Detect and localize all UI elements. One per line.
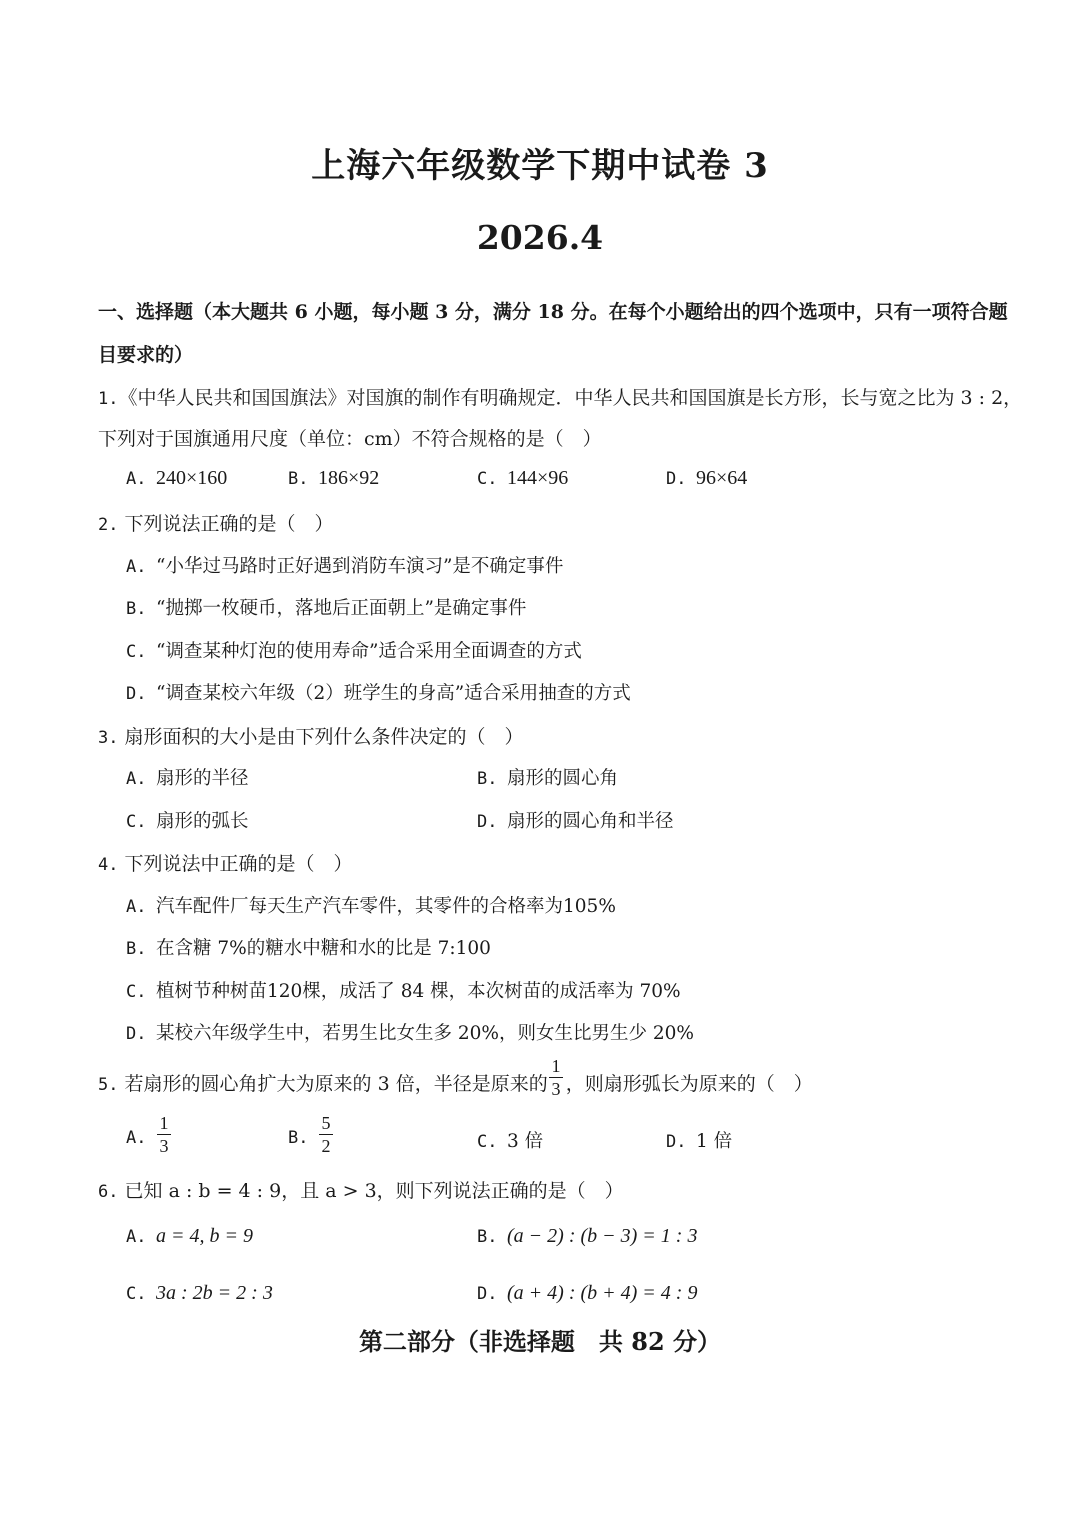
option-text: 扇形的圆心角 — [507, 768, 619, 789]
option-label: B. — [288, 469, 309, 489]
fraction: 5 2 — [319, 1113, 333, 1156]
option-label: B. — [477, 769, 498, 789]
option-b[interactable] — [288, 467, 379, 490]
option-text: 1 倍 — [696, 1131, 733, 1152]
option-label: C. — [126, 1284, 147, 1304]
question-text: 下列说法正确的是（ ） — [124, 513, 334, 535]
option-a[interactable] — [126, 467, 227, 490]
option-text: “小华过马路时正好遇到消防车演习”是不确定事件 — [156, 556, 564, 577]
option-c[interactable] — [126, 637, 582, 663]
option-label: B. — [126, 599, 147, 619]
question-text: 扇形面积的大小是由下列什么条件决定的（ ） — [124, 726, 524, 748]
question-2 — [98, 509, 334, 536]
question-3 — [98, 722, 524, 749]
question-number: 5. — [98, 1075, 119, 1095]
page-title: 上海六年级数学下期中试卷 3 — [311, 146, 769, 186]
option-d[interactable] — [477, 1282, 697, 1305]
question-text-cont: ，则扇形弧长为原来的（ ） — [565, 1073, 813, 1095]
option-d[interactable] — [666, 467, 747, 490]
option-c[interactable] — [126, 1282, 273, 1305]
option-b[interactable] — [477, 1225, 697, 1248]
option-label: A. — [126, 1128, 147, 1148]
option-label: D. — [477, 812, 498, 832]
option-label: D. — [477, 1284, 498, 1304]
section-heading: 一、选择题（本大题共 6 小题，每小题 3 分，满分 18 分。在每个小题给出的四个选项中，只有一项符合题 — [98, 301, 1008, 323]
option-c[interactable] — [126, 807, 249, 833]
option-a[interactable] — [126, 1127, 156, 1148]
option-label: D. — [126, 1024, 147, 1044]
option-label: C. — [126, 642, 147, 662]
option-label: D. — [666, 1132, 687, 1152]
part2-heading: 第二部分（非选择题 共 82 分） — [358, 1327, 722, 1356]
question-text: 已知 a : b = 4 : 9，且 a > 3，则下列说法正确的是（ ） — [124, 1180, 624, 1202]
option-d[interactable] — [126, 1019, 694, 1045]
option-text: 植树节种树苗120棵，成活了 84 棵，本次树苗的成活率为 70% — [156, 981, 681, 1002]
option-label: B. — [126, 939, 147, 959]
option-text: (a + 4) : (b + 4) = 4 : 9 — [507, 1282, 698, 1304]
option-b[interactable] — [126, 594, 526, 620]
question-4 — [98, 849, 353, 876]
option-label: A. — [126, 557, 147, 577]
option-c[interactable] — [477, 467, 568, 490]
fraction: 1 3 — [157, 1113, 171, 1156]
option-label: C. — [126, 982, 147, 1002]
option-text: 186×92 — [318, 467, 380, 489]
option-c[interactable] — [477, 1127, 543, 1153]
option-text: 144×96 — [507, 467, 569, 489]
option-a[interactable] — [126, 552, 563, 578]
question-number: 4. — [98, 855, 119, 875]
question-text: 若扇形的圆心角扩大为原来的 3 倍，半径是原来的 — [124, 1073, 548, 1095]
option-d[interactable] — [126, 679, 631, 705]
option-text: 96×64 — [696, 467, 748, 489]
question-number: 3. — [98, 728, 119, 748]
option-text: 240×160 — [156, 467, 228, 489]
option-label: B. — [288, 1128, 309, 1148]
option-text: a = 4, b = 9 — [156, 1225, 253, 1247]
option-c[interactable] — [126, 977, 681, 1003]
option-label: A. — [126, 1227, 147, 1247]
option-text: 在含糖 7%的糖水中糖和水的比是 7:100 — [156, 938, 491, 959]
question-1 — [98, 383, 1022, 410]
section-heading-cont: 目要求的） — [98, 344, 194, 366]
option-text: 3a : 2b = 2 : 3 — [156, 1282, 273, 1304]
option-label: B. — [477, 1227, 498, 1247]
option-b[interactable] — [477, 764, 618, 790]
option-text: 某校六年级学生中，若男生比女生多 20%，则女生比男生少 20% — [156, 1023, 695, 1044]
option-label: D. — [126, 684, 147, 704]
option-label: C. — [477, 469, 498, 489]
option-label: A. — [126, 769, 147, 789]
option-d[interactable] — [477, 807, 674, 833]
fraction: 1 3 — [549, 1056, 563, 1099]
option-text: 3 倍 — [507, 1131, 544, 1152]
question-text: 下列说法中正确的是（ ） — [124, 853, 353, 875]
option-d[interactable] — [666, 1127, 732, 1153]
question-6 — [98, 1176, 624, 1203]
option-label: C. — [126, 812, 147, 832]
option-b[interactable] — [288, 1127, 318, 1148]
option-text: “调查某校六年级（2）班学生的身高”适合采用抽查的方式 — [156, 683, 631, 704]
exam-date: 2026.4 — [476, 218, 604, 257]
option-label: A. — [126, 897, 147, 917]
option-text: 扇形的半径 — [156, 768, 249, 789]
option-a[interactable] — [126, 764, 249, 790]
option-b[interactable] — [126, 934, 491, 960]
option-text: 汽车配件厂每天生产汽车零件，其零件的合格率为105% — [156, 896, 616, 917]
option-text: “调查某种灯泡的使用寿命”适合采用全面调查的方式 — [156, 641, 582, 662]
option-text: 扇形的弧长 — [156, 811, 249, 832]
question-5 — [98, 1069, 813, 1096]
option-text: “抛掷一枚硬币，落地后正面朝上”是确定事件 — [156, 598, 527, 619]
question-number: 6. — [98, 1182, 119, 1202]
question-number: 1. — [98, 389, 119, 409]
option-a[interactable] — [126, 892, 616, 918]
option-a[interactable] — [126, 1225, 253, 1248]
question-number: 2. — [98, 515, 119, 535]
option-label: D. — [666, 469, 687, 489]
option-label: A. — [126, 469, 147, 489]
option-label: C. — [477, 1132, 498, 1152]
question-1-cont: 下列对于国旗通用尺度（单位：cm）不符合规格的是（ ） — [98, 428, 602, 450]
option-text: (a − 2) : (b − 3) = 1 : 3 — [507, 1225, 698, 1247]
question-text: 《中华人民共和国国旗法》对国旗的制作有明确规定．中华人民共和国国旗是长方形，长与宽之比为 3 : 2， — [118, 387, 1023, 409]
option-text: 扇形的圆心角和半径 — [507, 811, 674, 832]
